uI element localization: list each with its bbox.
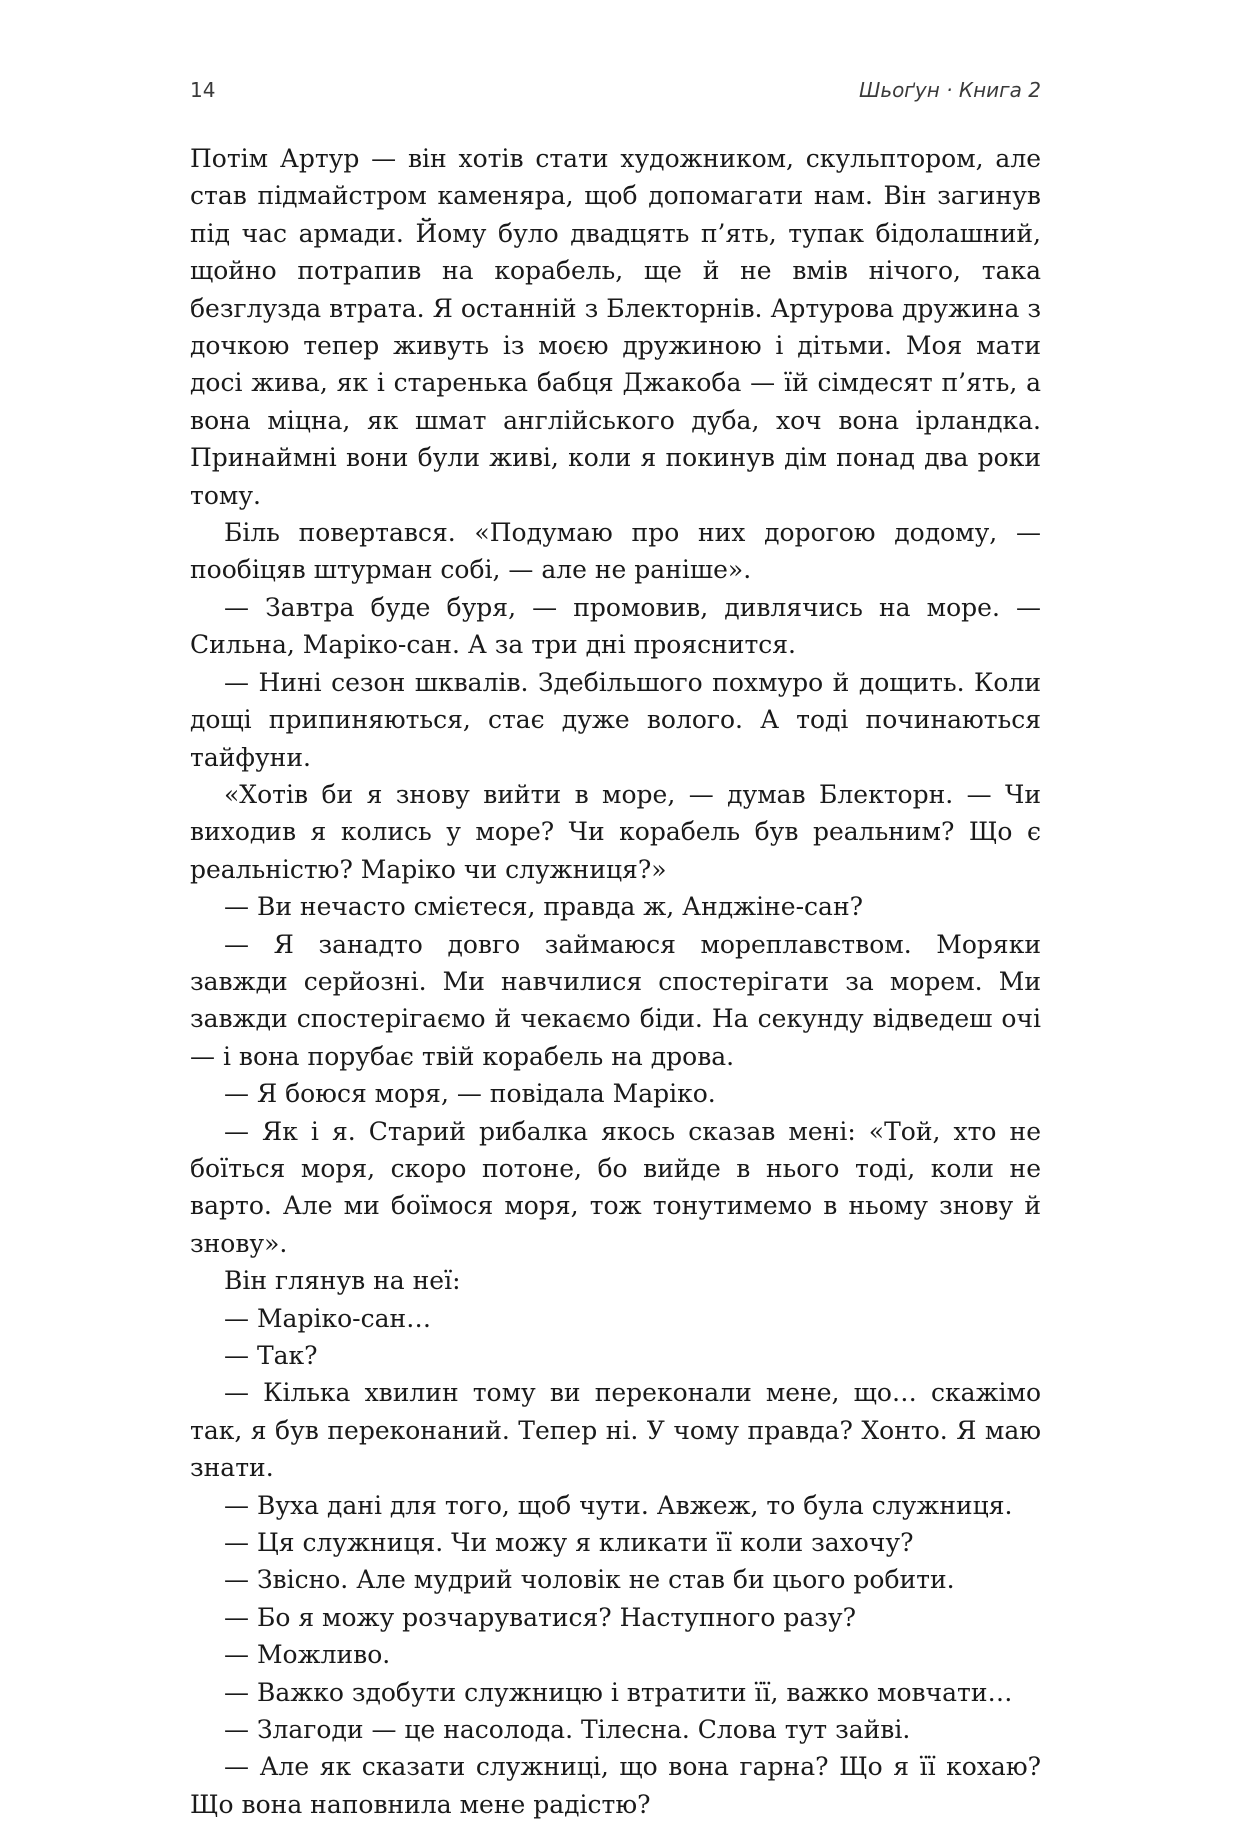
paragraph: — Так?: [224, 1341, 318, 1370]
paragraph: — Можливо.: [224, 1640, 391, 1670]
paragraph: — Звісно. Але мудрий чоловік не став би цього робити.: [224, 1565, 955, 1595]
paragraph: — Злагоди — це насолода. Тілесна. Слова тут зайві.: [224, 1715, 911, 1745]
paragraph: — Ви нечасто смієтеся, правда ж, Анджіне-сан?: [224, 892, 864, 922]
paragraph: «Хотів би я знову вийти в море, — думав Блекторн. — Чи виходив я колись у море? Чи корабель був реальним? Що є реальністю? Маріко чи служниця?»: [190, 779, 1041, 884]
paragraph: — Я боюся моря, — повідала Маріко.: [224, 1079, 716, 1109]
paragraph: — Маріко-сан…: [224, 1303, 432, 1333]
paragraph: — Я занадто довго займаюся мореплавством. Моряки завжди серйозні. Ми навчилися спостерігати за морем. Ми завжди спостерігаємо й чекаємо біди. На секунду відведеш очі — і вона порубає твій корабель на дрова.: [190, 929, 1041, 1071]
paragraph: Він глянув на неї:: [224, 1266, 461, 1296]
page-number: 14: [190, 78, 216, 102]
paragraph: — Ця служниця. Чи можу я кликати її коли захочу?: [224, 1528, 914, 1558]
body-text: [190, 140, 1041, 1823]
paragraph: Потім Артур — він хотів стати художником, скульптором, але став підмайстром каменяра, щоб допомагати нам. Він загинув під час армади. Йому було двадцять п’ять, тупак бідолашний, щойно потрапив на корабель, ще й не вмів нічого, така безглузда втрата. Я останній з Блекторнів. Артурова дружина з дочкою тепер живуть із моєю дружиною і дітьми. Моя мати досі жива, як і старенька бабця Джакоба — їй сімдесят п’ять, а вона міцна, як шмат англійського дуба, хоч вона ірландка. Принаймні вони були живі, коли я покинув дім понад два роки тому.: [190, 144, 1041, 510]
running-title: Шьоґун · Книга 2: [858, 78, 1041, 102]
paragraph: — Нині сезон шквалів. Здебільшого похмуро й дощить. Коли дощі припиняються, стає дуже волого. А тоді починаються тайфуни.: [190, 667, 1041, 772]
paragraph: — Завтра буде буря, — промовив, дивлячись на море. — Сильна, Маріко-сан. А за три дні прояснится.: [190, 592, 1041, 660]
paragraph: — Як і я. Старий рибалка якось сказав мені: «Той, хто не боїться моря, скоро потоне, бо вийде в нього тоді, коли не варто. Але ми боїмося моря, тож тонутимемо в ньому знову й знову».: [190, 1116, 1041, 1258]
paragraph: — Але як сказати служниці, що вона гарна? Що я її кохаю? Що вона наповнила мене радістю?: [190, 1752, 1041, 1819]
paragraph: — Важко здобути служницю і втратити її, важко мовчати…: [224, 1677, 1013, 1707]
paragraph: Біль повертався. «Подумаю про них дорогою додому, — пообіцяв штурман собі, — але не раніше».: [190, 518, 1041, 585]
paragraph: — Вуха дані для того, щоб чути. Авжеж, то була служниця.: [224, 1490, 1013, 1520]
paragraph: — Кілька хвилин тому ви переконали мене, що… скажімо так, я був переконаний. Тепер ні. У чому правда? Хонто. Я маю знати.: [190, 1378, 1041, 1483]
page-header: [190, 78, 1041, 108]
paragraph: — Бо я можу розчаруватися? Наступного разу?: [224, 1602, 856, 1632]
